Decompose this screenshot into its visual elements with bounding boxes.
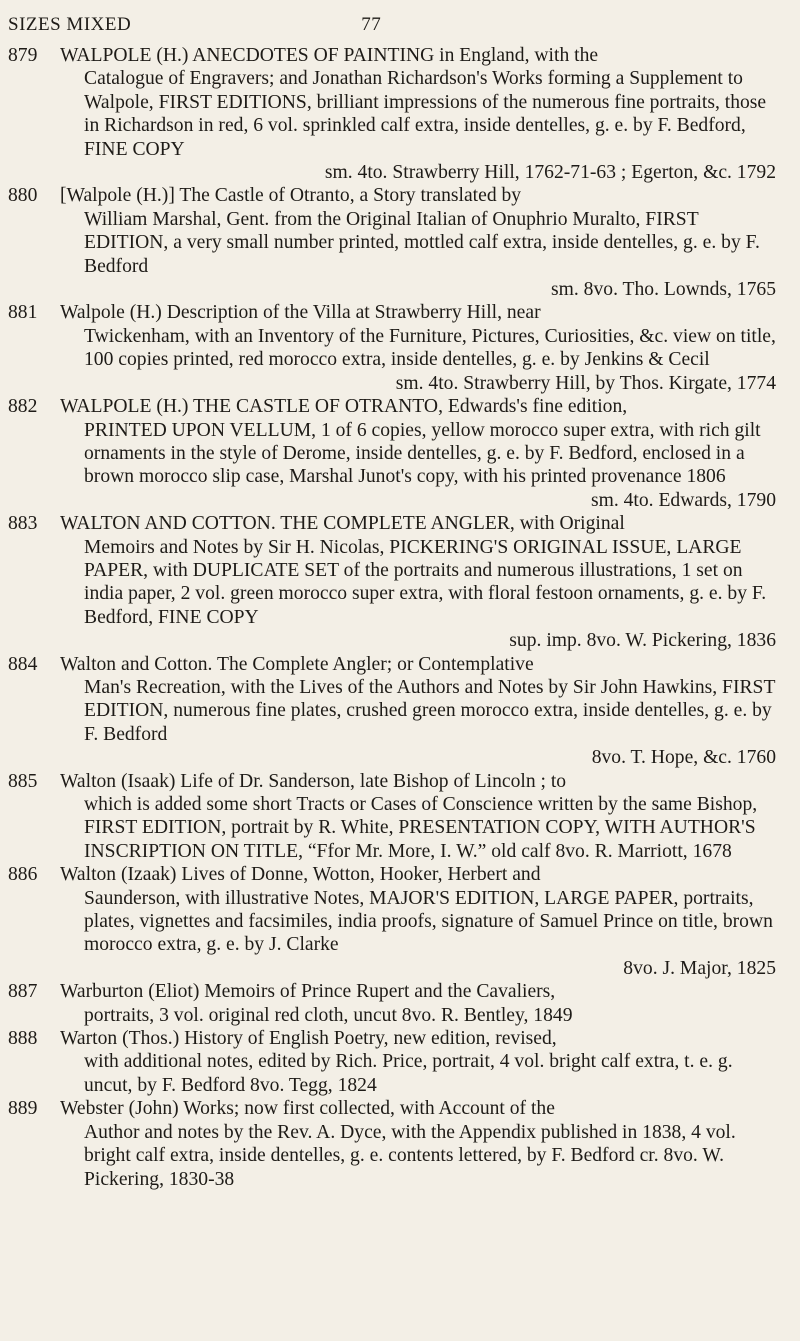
lot-entry [8, 44, 776, 184]
lot-description: Twickenham, with an Inventory of the Furniture, Pictures, Curiosities, &c. view on title, 100 copies printed, red morocco extra, inside dentelles, g. e. by Jenkins & Cecil [84, 325, 776, 371]
lot-imprint: sup. imp. 8vo. W. Pickering, 1836 [509, 630, 776, 652]
lot-number: 881 [8, 302, 38, 324]
lot-imprint: sm. 4to. Edwards, 1790 [590, 489, 776, 511]
lot-entry [8, 512, 776, 652]
lot-entry [8, 184, 776, 301]
lot-number: 880 [8, 185, 38, 207]
lot-imprint: sm. 4to. Strawberry Hill, by Thos. Kirgate, 1774 [395, 372, 776, 394]
lot-heading: [Walpole (H.)] The Castle of Otranto, a Story translated by [60, 185, 522, 207]
lot-entry [8, 1097, 776, 1191]
lot-number: 888 [8, 1028, 38, 1050]
lot-entry [8, 863, 776, 980]
lot-number: 887 [8, 981, 38, 1003]
lot-description: Saunderson, with illustrative Notes, MAJOR'S EDITION, LARGE PAPER, portraits, plates, vignettes and facsimiles, india proofs, signature of Samuel Prince on title, brown morocco extra, g. e. by J. Clarke [84, 887, 773, 956]
lot-description: Man's Recreation, with the Lives of the Authors and Notes by Sir John Hawkins, FIRST EDITION, numerous fine plates, crushed green morocco extra, inside dentelles, g. e. by F. Bedford [84, 676, 776, 745]
lot-number: 879 [8, 45, 38, 66]
lot-number: 885 [8, 770, 38, 792]
lot-imprint: sm. 8vo. Tho. Lownds, 1765 [551, 279, 776, 301]
lot-number: 882 [8, 396, 38, 418]
lot-imprint: 8vo. J. Major, 1825 [623, 957, 776, 979]
lot-imprint: sm. 4to. Strawberry Hill, 1762-71-63 ; Egerton, &c. 1792 [324, 162, 776, 184]
lot-heading: Walpole (H.) Description of the Villa at Strawberry Hill, near [60, 302, 541, 324]
lot-description: Memoirs and Notes by Sir H. Nicolas, PICKERING'S ORIGINAL ISSUE, LARGE PAPER, with DUPLICATE SET of the portraits and numerous illustrations, 1 set on india paper, 2 vol. green morocco super extra, with floral festoon ornaments, g. e. by F. Bedford, FINE COPY [84, 536, 767, 628]
page-number: 77 [361, 14, 382, 35]
lot-heading: Walton (Isaak) Life of Dr. Sanderson, late Bishop of Lincoln ; to [60, 770, 567, 792]
lot-description: Catalogue of Engravers; and Jonathan Richardson's Works forming a Supplement to Walpole, FIRST EDITIONS, brilliant impressions of the numerous fine portraits, those in Richardson in red, 6 vol. sprinkled calf extra, inside dentelles, g. e. by F. Bedford, FINE COPY [84, 68, 767, 160]
lot-heading: Webster (John) Works; now first collected, with Account of the [60, 1098, 555, 1120]
lot-entry [8, 301, 776, 395]
lot-heading: Warton (Thos.) History of English Poetry, new edition, revised, [60, 1028, 557, 1050]
lot-description: portraits, 3 vol. original red cloth, uncut 8vo. R. Bentley, 1849 [84, 1004, 573, 1026]
lot-entry [8, 770, 776, 864]
lot-imprint: 8vo. T. Hope, &c. 1760 [591, 747, 776, 769]
lot-description: with additional notes, edited by Rich. Price, portrait, 4 vol. bright calf extra, t. e. g. uncut, by F. Bedford 8vo. Tegg, 1824 [84, 1051, 733, 1096]
section-title: SIZES MIXED [8, 14, 132, 35]
lot-heading: WALTON AND COTTON. THE COMPLETE ANGLER, with Original [60, 513, 625, 535]
lot-entry [8, 653, 776, 770]
lot-number: 886 [8, 864, 38, 886]
lot-entry [8, 1027, 776, 1097]
lot-entry [8, 395, 776, 512]
lot-heading: Walton (Izaak) Lives of Donne, Wotton, Hooker, Herbert and [60, 864, 541, 886]
lot-number: 883 [8, 513, 38, 535]
lot-description: PRINTED UPON VELLUM, 1 of 6 copies, yellow morocco super extra, with rich gilt ornaments in the style of Derome, inside dentelles, g. e. by F. Bedford, enclosed in a brown morocco slip case, Marshal Junot's copy, with his printed provenance 1806 [84, 419, 761, 488]
lot-heading: WALPOLE (H.) ANECDOTES OF PAINTING in England, with the [60, 45, 599, 66]
lot-heading: WALPOLE (H.) THE CASTLE OF OTRANTO, Edwards's fine edition, [60, 396, 628, 418]
lot-number: 889 [8, 1098, 38, 1120]
lot-description: which is added some short Tracts or Cases of Conscience written by the same Bishop, FIRST EDITION, portrait by R. White, PRESENTATION COPY, WITH AUTHOR'S INSCRIPTION ON TITLE, “Ffor Mr. More, I. W.” old calf 8vo. R. Marriott, 1678 [84, 794, 758, 862]
lot-heading: Walton and Cotton. The Complete Angler; or Contemplative [60, 653, 534, 675]
running-head [8, 14, 776, 40]
lot-heading: Warburton (Eliot) Memoirs of Prince Rupert and the Cavaliers, [60, 981, 556, 1003]
lot-description: William Marshal, Gent. from the Original Italian of Onuphrio Muralto, FIRST EDITION, a very small number printed, mottled calf extra, inside dentelles, g. e. by F. Bedford [84, 208, 760, 277]
lot-list [8, 44, 776, 1191]
lot-number: 884 [8, 653, 38, 675]
lot-entry [8, 980, 776, 1027]
lot-description: Author and notes by the Rev. A. Dyce, with the Appendix published in 1838, 4 vol. bright calf extra, inside dentelles, g. e. contents lettered, by F. Bedford cr. 8vo. W. Pickering, 1830-38 [84, 1121, 736, 1190]
